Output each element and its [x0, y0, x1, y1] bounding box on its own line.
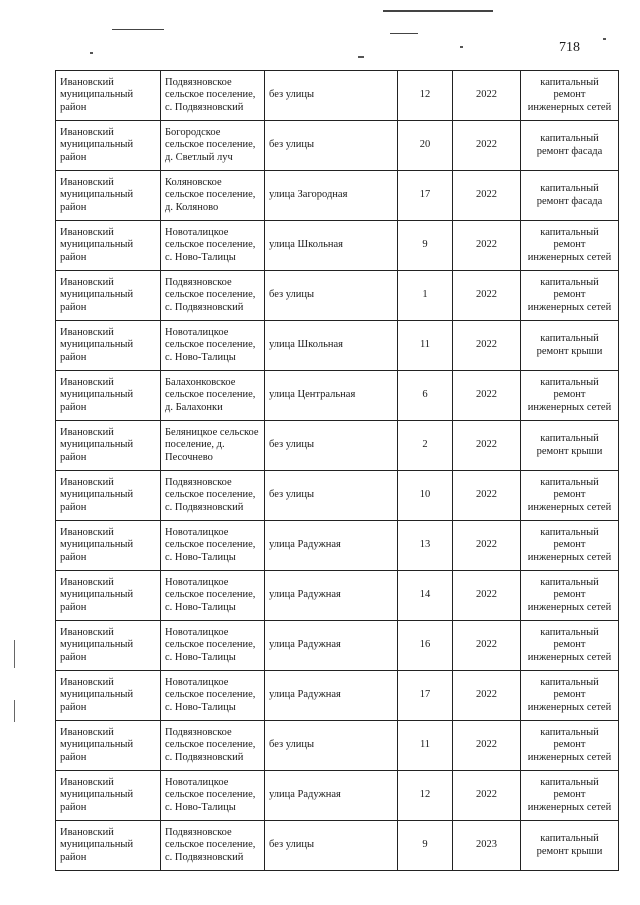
- district-cell: Ивановский муниципальный район: [56, 821, 161, 871]
- work-type-cell: капитальный ремонт крыши: [521, 421, 619, 471]
- district-cell: Ивановский муниципальный район: [56, 521, 161, 571]
- table-row: [56, 671, 619, 721]
- district-cell: Ивановский муниципальный район: [56, 471, 161, 521]
- house-number-cell: 11: [398, 321, 453, 371]
- year-cell: 2022: [453, 71, 521, 121]
- district-cell: Ивановский муниципальный район: [56, 371, 161, 421]
- scan-artifact-line: [112, 29, 164, 30]
- table-row: [56, 121, 619, 171]
- house-number-cell: 17: [398, 171, 453, 221]
- street-cell: улица Радужная: [265, 621, 398, 671]
- district-cell: Ивановский муниципальный район: [56, 271, 161, 321]
- settlement-cell: Новоталицкое сельское поселение, с. Ново-Талицы: [161, 221, 265, 271]
- street-cell: улица Школьная: [265, 321, 398, 371]
- year-cell: 2022: [453, 371, 521, 421]
- table-row: [56, 321, 619, 371]
- work-type-cell: капитальный ремонт инженерных сетей: [521, 271, 619, 321]
- house-number-cell: 6: [398, 371, 453, 421]
- margin-mark: [14, 700, 15, 722]
- year-cell: 2022: [453, 171, 521, 221]
- year-cell: 2022: [453, 621, 521, 671]
- year-cell: 2022: [453, 271, 521, 321]
- street-cell: улица Центральная: [265, 371, 398, 421]
- year-cell: 2022: [453, 571, 521, 621]
- scan-artifact-line: [383, 10, 493, 12]
- table-row: [56, 571, 619, 621]
- house-number-cell: 20: [398, 121, 453, 171]
- work-type-cell: капитальный ремонт инженерных сетей: [521, 221, 619, 271]
- settlement-cell: Новоталицкое сельское поселение, с. Ново-Талицы: [161, 771, 265, 821]
- housing-repair-table: [55, 70, 619, 871]
- street-cell: улица Школьная: [265, 221, 398, 271]
- settlement-cell: Коляновское сельское поселение, д. Коляново: [161, 171, 265, 221]
- house-number-cell: 13: [398, 521, 453, 571]
- table-row: [56, 821, 619, 871]
- street-cell: без улицы: [265, 71, 398, 121]
- settlement-cell: Богородское сельское поселение, д. Светлый луч: [161, 121, 265, 171]
- year-cell: 2022: [453, 471, 521, 521]
- house-number-cell: 9: [398, 821, 453, 871]
- street-cell: без улицы: [265, 421, 398, 471]
- street-cell: улица Радужная: [265, 521, 398, 571]
- settlement-cell: Подвязновское сельское поселение, с. Подвязновский: [161, 821, 265, 871]
- house-number-cell: 10: [398, 471, 453, 521]
- district-cell: Ивановский муниципальный район: [56, 321, 161, 371]
- street-cell: улица Радужная: [265, 771, 398, 821]
- scan-artifact-dot: [358, 56, 364, 58]
- street-cell: улица Загородная: [265, 171, 398, 221]
- work-type-cell: капитальный ремонт крыши: [521, 321, 619, 371]
- house-number-cell: 17: [398, 671, 453, 721]
- work-type-cell: капитальный ремонт крыши: [521, 821, 619, 871]
- scan-artifact-dot: [603, 38, 606, 40]
- table-row: [56, 171, 619, 221]
- work-type-cell: капитальный ремонт инженерных сетей: [521, 771, 619, 821]
- district-cell: Ивановский муниципальный район: [56, 771, 161, 821]
- scan-artifact-line: [390, 33, 418, 34]
- table-row: [56, 371, 619, 421]
- year-cell: 2023: [453, 821, 521, 871]
- district-cell: Ивановский муниципальный район: [56, 221, 161, 271]
- table-row: [56, 771, 619, 821]
- district-cell: Ивановский муниципальный район: [56, 121, 161, 171]
- work-type-cell: капитальный ремонт инженерных сетей: [521, 521, 619, 571]
- district-cell: Ивановский муниципальный район: [56, 421, 161, 471]
- street-cell: без улицы: [265, 821, 398, 871]
- settlement-cell: Новоталицкое сельское поселение, с. Ново-Талицы: [161, 321, 265, 371]
- year-cell: 2022: [453, 321, 521, 371]
- house-number-cell: 9: [398, 221, 453, 271]
- work-type-cell: капитальный ремонт инженерных сетей: [521, 621, 619, 671]
- table-row: [56, 521, 619, 571]
- year-cell: 2022: [453, 221, 521, 271]
- street-cell: без улицы: [265, 471, 398, 521]
- work-type-cell: капитальный ремонт фасада: [521, 121, 619, 171]
- settlement-cell: Подвязновское сельское поселение, с. Подвязновский: [161, 721, 265, 771]
- street-cell: без улицы: [265, 121, 398, 171]
- scan-artifact-dot: [460, 46, 463, 48]
- table-body: [56, 71, 619, 871]
- work-type-cell: капитальный ремонт инженерных сетей: [521, 471, 619, 521]
- scan-artifact-dot: [90, 52, 93, 54]
- house-number-cell: 1: [398, 271, 453, 321]
- settlement-cell: Новоталицкое сельское поселение, с. Ново-Талицы: [161, 571, 265, 621]
- year-cell: 2022: [453, 721, 521, 771]
- year-cell: 2022: [453, 421, 521, 471]
- district-cell: Ивановский муниципальный район: [56, 721, 161, 771]
- district-cell: Ивановский муниципальный район: [56, 171, 161, 221]
- house-number-cell: 16: [398, 621, 453, 671]
- table-row: [56, 221, 619, 271]
- district-cell: Ивановский муниципальный район: [56, 571, 161, 621]
- margin-mark: [14, 640, 15, 668]
- work-type-cell: капитальный ремонт инженерных сетей: [521, 571, 619, 621]
- work-type-cell: капитальный ремонт инженерных сетей: [521, 671, 619, 721]
- work-type-cell: капитальный ремонт инженерных сетей: [521, 371, 619, 421]
- year-cell: 2022: [453, 521, 521, 571]
- work-type-cell: капитальный ремонт фасада: [521, 171, 619, 221]
- settlement-cell: Подвязновское сельское поселение, с. Подвязновский: [161, 271, 265, 321]
- house-number-cell: 14: [398, 571, 453, 621]
- settlement-cell: Новоталицкое сельское поселение, с. Ново-Талицы: [161, 521, 265, 571]
- street-cell: улица Радужная: [265, 571, 398, 621]
- house-number-cell: 2: [398, 421, 453, 471]
- street-cell: улица Радужная: [265, 671, 398, 721]
- settlement-cell: Новоталицкое сельское поселение, с. Ново-Талицы: [161, 671, 265, 721]
- district-cell: Ивановский муниципальный район: [56, 71, 161, 121]
- table-row: [56, 471, 619, 521]
- district-cell: Ивановский муниципальный район: [56, 621, 161, 671]
- settlement-cell: Подвязновское сельское поселение, с. Подвязновский: [161, 71, 265, 121]
- table-row: [56, 621, 619, 671]
- year-cell: 2022: [453, 121, 521, 171]
- table-row: [56, 271, 619, 321]
- page-number: 718: [559, 40, 580, 55]
- table-row: [56, 721, 619, 771]
- house-number-cell: 12: [398, 71, 453, 121]
- settlement-cell: Беляницкое сельское поселение, д. Песочнево: [161, 421, 265, 471]
- house-number-cell: 11: [398, 721, 453, 771]
- street-cell: без улицы: [265, 271, 398, 321]
- settlement-cell: Подвязновское сельское поселение, с. Подвязновский: [161, 471, 265, 521]
- settlement-cell: Новоталицкое сельское поселение, с. Ново-Талицы: [161, 621, 265, 671]
- house-number-cell: 12: [398, 771, 453, 821]
- street-cell: без улицы: [265, 721, 398, 771]
- work-type-cell: капитальный ремонт инженерных сетей: [521, 721, 619, 771]
- district-cell: Ивановский муниципальный район: [56, 671, 161, 721]
- table-row: [56, 71, 619, 121]
- table-row: [56, 421, 619, 471]
- settlement-cell: Балахонковское сельское поселение, д. Балахонки: [161, 371, 265, 421]
- year-cell: 2022: [453, 671, 521, 721]
- year-cell: 2022: [453, 771, 521, 821]
- work-type-cell: капитальный ремонт инженерных сетей: [521, 71, 619, 121]
